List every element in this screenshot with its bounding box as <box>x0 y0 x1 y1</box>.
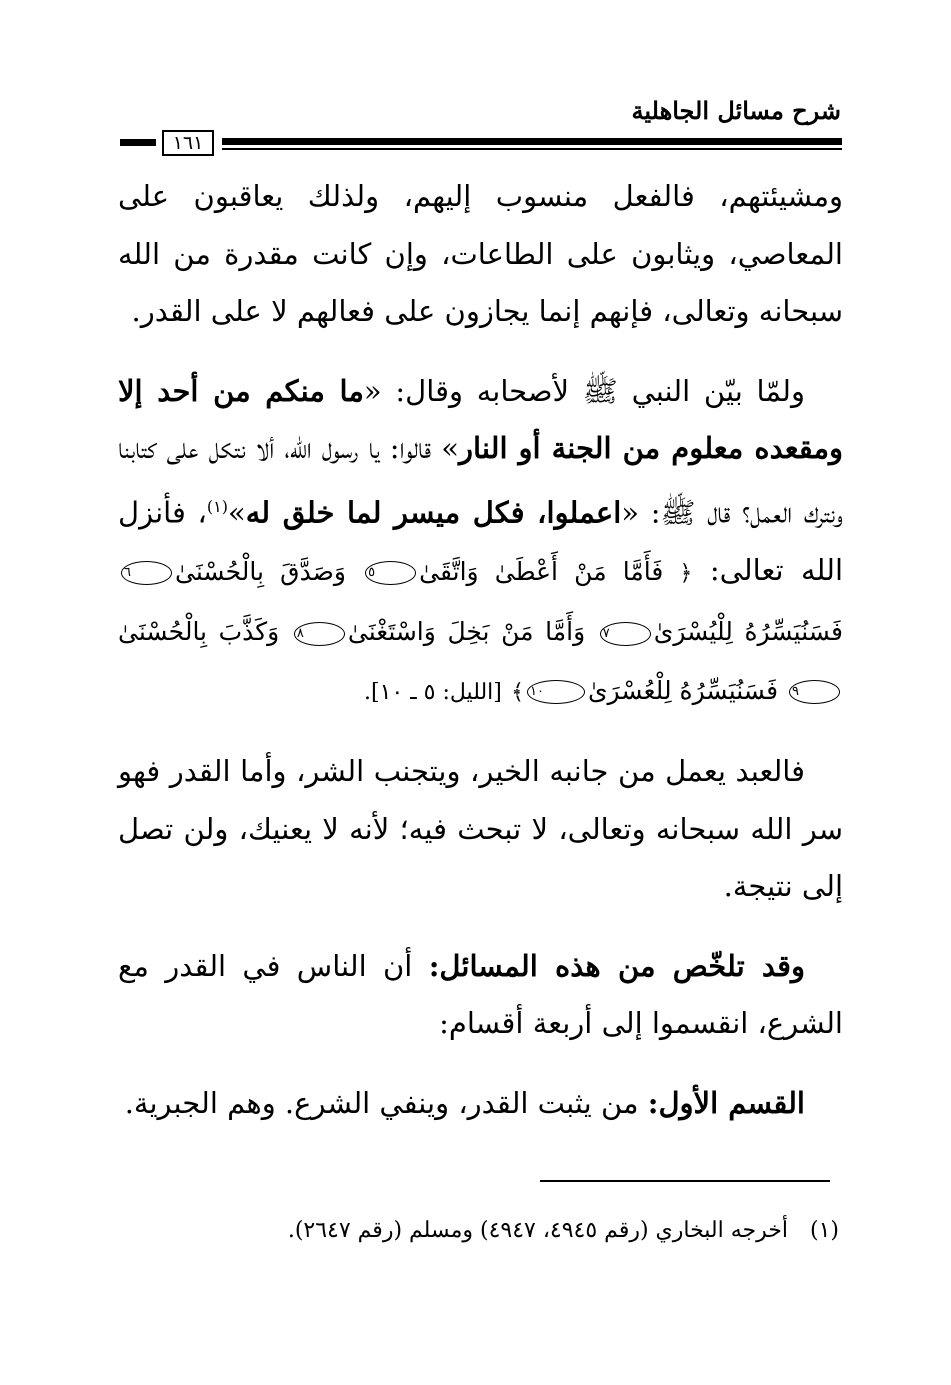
header-rule <box>222 138 842 145</box>
paragraph-1: ومشيئتهم، فالفعل منسوب إليهم، ولذلك يعاقبون على المعاصي، ويثابون على الطاعات، وإن كانت مقدرة من الله سبحانه وتعالى، فإنهم إنما يجازون على فعالهم لا على القدر. <box>118 179 843 328</box>
body-text <box>118 168 843 1132</box>
p2-text-c: » قالوا: يا رسول الله، ألا نتكل على كتابنا ونترك العمل؟ قال ﷺ: « <box>118 431 844 530</box>
verse-9: وَكَذَّبَ بِالْحُسْنَىٰ <box>118 617 280 647</box>
paragraph-4 <box>118 938 843 1053</box>
footnote <box>288 1218 839 1243</box>
p2-text-a: ولمّا بيّن النبي ﷺ لأصحابه وقال: « <box>363 373 805 408</box>
ayah-marker-9: ٩ <box>789 680 840 704</box>
footnote-separator <box>540 1180 830 1182</box>
paragraph-3: فالعبد يعمل من جانبه الخير، ويتجنب الشر، وأما القدر فهو سر الله سبحانه وتعالى، لا تبحث فيه؛ لأنه لا يعنيك، ولن تصل إلى نتيجة. <box>118 754 843 904</box>
ayah-marker-6: ٦ <box>121 561 172 585</box>
quran-citation: [الليل: ٥ ـ ١٠]. <box>364 679 502 705</box>
ayah-marker-10: ١٠ <box>527 680 585 704</box>
p5-heading: القسم الأول: <box>647 1085 805 1120</box>
verse-6: وَصَدَّقَ بِالْحُسْنَىٰ <box>174 556 346 586</box>
p2-text-e: » <box>228 495 246 530</box>
ayah-marker-7: ٧ <box>600 622 651 646</box>
paragraph-2 <box>118 363 843 722</box>
p4-heading: وقد تلخّص من هذه المسائل: <box>428 948 805 983</box>
header-rule-thin <box>222 148 842 150</box>
header-rule-left <box>120 139 156 146</box>
p4-text: أن الناس في القدر مع الشرع، انقسموا إلى أربعة أقسام: <box>118 948 843 1041</box>
hadith-1: ما منكم من أحد إلا ومقعده معلوم من الجنة أو النار <box>118 373 843 465</box>
hadith-2: اعملوا، فكل ميسر لما خلق له <box>245 495 622 530</box>
ayah-marker-5: ٥ <box>365 561 416 585</box>
footnote-number: (١) <box>809 1218 839 1243</box>
footnote-text: أخرجه البخاري (رقم ٤٩٤٥، ٤٩٤٧) ومسلم (رقم ٢٦٤٧). <box>287 1218 788 1243</box>
p5-text: من يثبت القدر، وينفي الشرع. وهم الجبرية. <box>124 1085 648 1120</box>
running-title: شرح مسائل الجاهلية <box>631 96 841 125</box>
p2-text-f: ، فأنزل الله تعالى: <box>118 495 844 587</box>
ayah-marker-8: ٨ <box>294 622 345 646</box>
verse-8: وَأَمَّا مَنْ بَخِلَ وَاسْتَغْنَىٰ <box>347 617 586 647</box>
verse-7: فَسَنُيَسِّرُهُ لِلْيُسْرَىٰ <box>653 617 843 647</box>
ornate-bracket-close: ﴾ <box>511 679 524 705</box>
page-number: ١٦١ <box>162 130 214 156</box>
footnote-marker: (١) <box>206 496 228 516</box>
verse-5a: فَأَمَّا مَنْ أَعْطَىٰ وَاتَّقَىٰ <box>419 556 664 586</box>
ornate-bracket-open: ﴿ <box>679 560 693 586</box>
paragraph-5 <box>118 1075 843 1133</box>
verse-10: فَسَنُيَسِّرُهُ لِلْعُسْرَىٰ <box>587 675 779 705</box>
